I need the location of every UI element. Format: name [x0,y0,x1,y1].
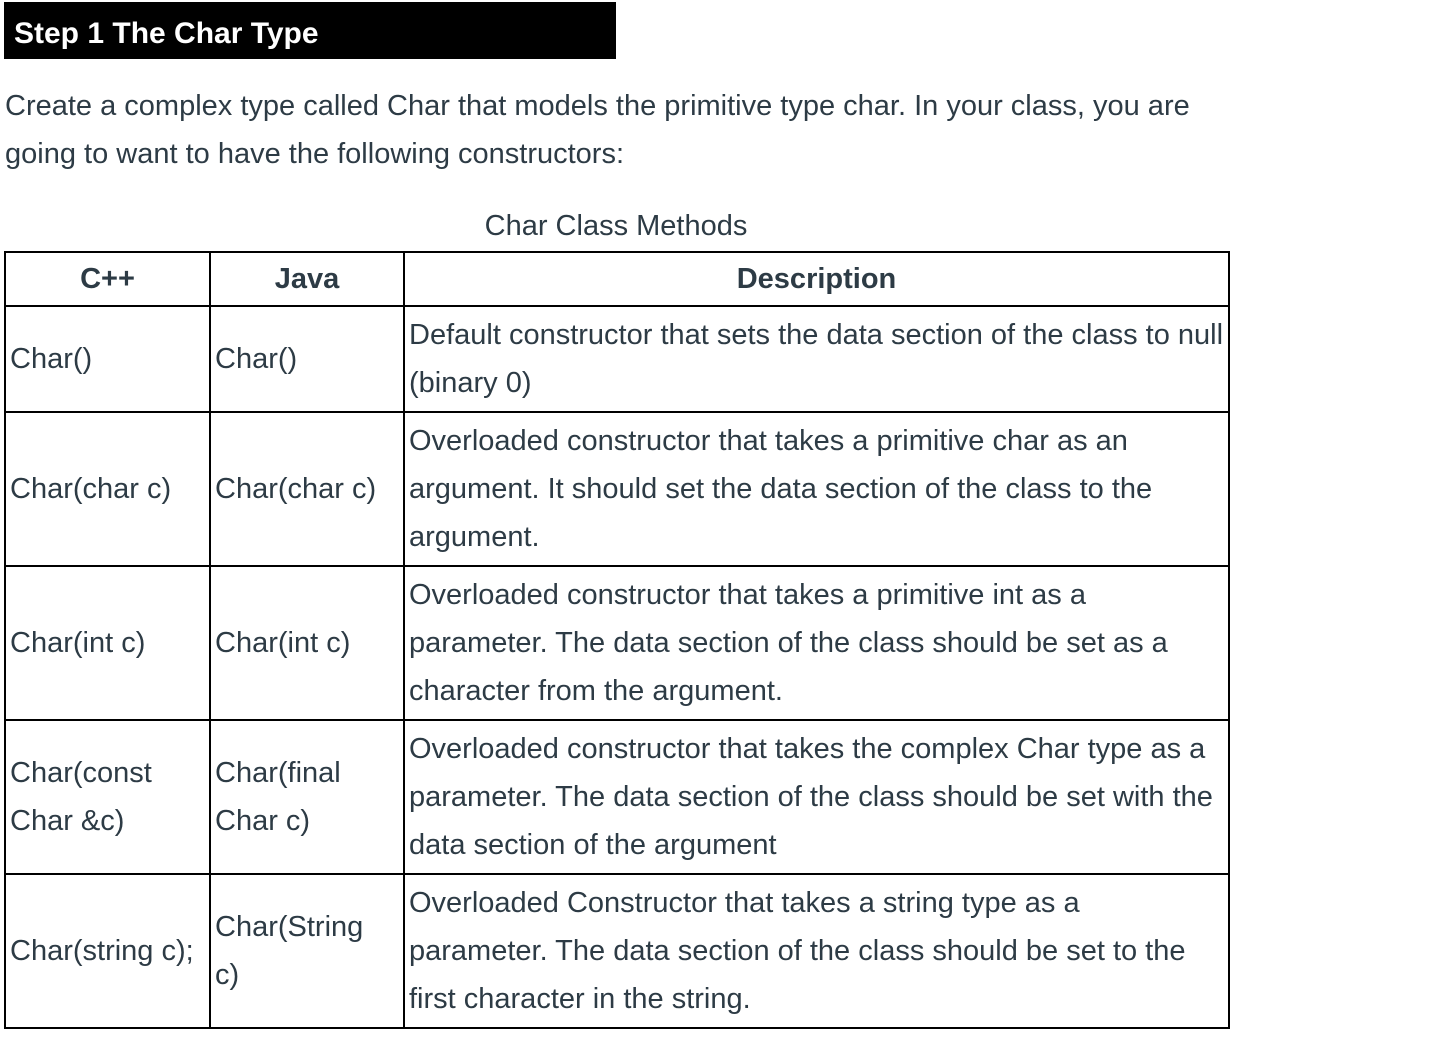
description-cell: Default constructor that sets the data section of the class to null (binary 0) [404,306,1229,412]
java-signature-line: Char c) [215,805,311,837]
description-cell: Overloaded Constructor that takes a string type as a parameter. The data section of the class should be set to the first character in the string. [404,874,1229,1028]
java-signature-line: Char(String [215,911,364,943]
table-header-row [5,252,1229,306]
java-signature-cell [210,874,404,1028]
table-caption: Char Class Methods [484,210,748,242]
column-header-description: Description [404,252,1229,306]
column-header-cpp: C++ [5,252,210,306]
java-signature-cell: Char(int c) [210,566,404,720]
cpp-signature-cell [5,720,210,874]
table-row [5,874,1229,1028]
intro-paragraph: Create a complex type called Char that models the primitive type char. In your class, you are going to want to have the following constructors: [5,90,1190,170]
column-header-java: Java [210,252,404,306]
java-signature-cell: Char() [210,306,404,412]
char-methods-table [4,251,1230,1029]
java-signature-cell: Char(char c) [210,412,404,566]
cpp-signature-cell: Char(string c); [5,874,210,1028]
cpp-signature-line: Char(const [10,757,152,789]
table-row [5,412,1229,566]
java-signature-line: c) [215,959,240,991]
description-cell: Overloaded constructor that takes the complex Char type as a parameter. The data section of the class should be set with the data section of the argument [404,720,1229,874]
table-row [5,306,1229,412]
section-heading: Step 1 The Char Type [4,2,616,59]
table-row [5,566,1229,720]
cpp-signature-cell: Char(char c) [5,412,210,566]
description-cell: Overloaded constructor that takes a primitive char as an argument. It should set the data section of the class to the argument. [404,412,1229,566]
java-signature-line: Char(final [215,757,341,789]
description-cell: Overloaded constructor that takes a primitive int as a parameter. The data section of the class should be set as a character from the argument. [404,566,1229,720]
cpp-signature-cell: Char(int c) [5,566,210,720]
cpp-signature-line: Char &c) [10,805,125,837]
java-signature-cell [210,720,404,874]
cpp-signature-cell: Char() [5,306,210,412]
table-row [5,720,1229,874]
